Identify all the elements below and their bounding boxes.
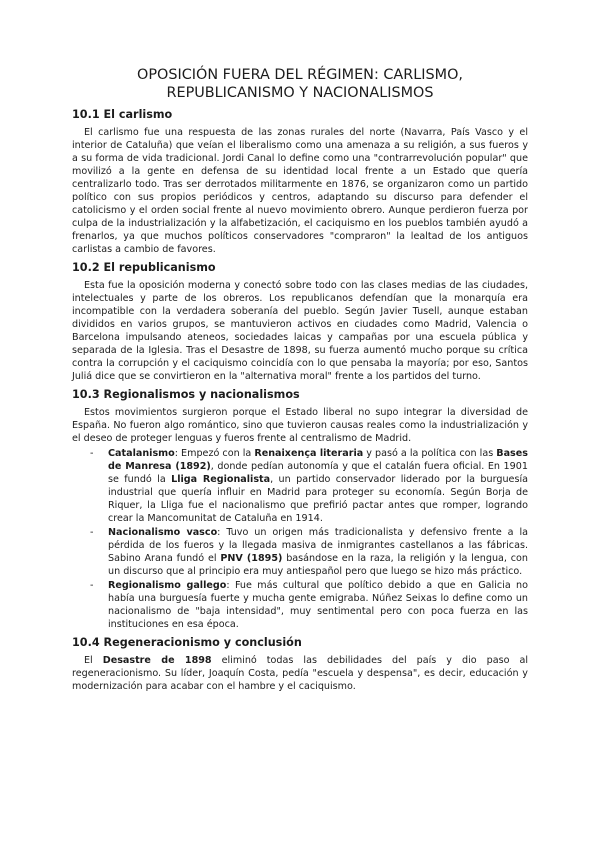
bullet-label: Regionalismo gallego — [108, 580, 227, 591]
bullet-text: : Empezó con la — [174, 448, 255, 459]
bullet-label: Catalanismo — [108, 448, 175, 459]
bullet-bold: Renaixença literaria — [254, 448, 364, 459]
section-heading: 10.2 El republicanismo — [72, 261, 216, 274]
bullet-label: Nacionalismo vasco — [108, 527, 218, 538]
section-paragraph: El carlismo fue una respuesta de las zonas rurales del norte (Navarra, País Vasco y el interior de Cataluña) que veían el liberalismo como una amenaza a su religión, a sus fueros y a su forma de vida tradicional. Jordi Canal lo define como una "contrarrevolución popular" que movilizó a la gente en defensa de su identidad local frente a un Estado que quería centralizarlo todo. Tras ser derrotados militarmente en 1876, se organizaron como un partido político con sus propios periódicos y centros, adaptando su discurso para defender el catolicismo y el orden social frente al nuevo movimiento obrero. Aunque perdieron fuerza por culpa de la industrialización y la alfabetización, el caciquismo en los pueblos también ayudó a frenarlos, ya que muchos políticos conservadores "compraron" la lealtad de los antiguos carlistas a cambio de favores. — [72, 127, 528, 255]
section-paragraph — [72, 654, 528, 693]
bullet-text: , un partido conservador liderado por la burguesía industrial que quería influir en Madrid para proteger su economía. Según Borja de Riquer, la Lliga fue el nacionalismo que prefirió pactar antes que romper, logrando crear la Mancomunitat de Cataluña en 1914. — [108, 474, 528, 524]
bullet-text: basándose en la raza, la religión y la lengua, con un discurso que al principio era muy antiespañol pero que luego se hizo más práctico. — [108, 553, 528, 577]
section-regeneracionismo — [72, 636, 528, 693]
bullet-text: , donde pedían autonomía y que el catalán fuera oficial. En 1901 se fundó la — [108, 461, 528, 485]
section-nacionalismos — [72, 388, 528, 631]
section-paragraph: Esta fue la oposición moderna y conectó sobre todo con las clases medias de las ciudades, intelectuales y parte de los obreros. Los republicanos defendían que la monarquía era incompatible con la verdadera soberanía del pueblo. Según Javier Tusell, aunque estaban divididos en varios grupos, se mantuvieron activos en ciudades como Madrid, Valencia o Barcelona impulsando ateneos, sociedades laicas y campañas por una escuela pública y separada de la Iglesia. Tras el Desastre de 1898, su fuerza aumentó mucho porque su crítica contra la corrupción y el caciquismo coincidía con lo que pensaba la mayoría; por eso, Santos Juliá dice que se convirtieron en la "alternativa moral" frente a los partidos del turno. — [72, 280, 528, 382]
document-title: OPOSICIÓN FUERA DEL RÉGIMEN: CARLISMO, REPUBLICANISMO Y NACIONALISMOS — [137, 67, 463, 101]
bullet-list — [72, 447, 528, 631]
bullet-item-catalanismo — [90, 447, 528, 525]
section-heading: 10.3 Regionalismos y nacionalismos — [72, 388, 300, 401]
section-heading: 10.4 Regeneracionismo y conclusión — [72, 636, 302, 649]
paragraph-bold: Desastre de 1898 — [102, 655, 212, 666]
section-carlismo — [72, 108, 528, 256]
paragraph-text: El — [84, 655, 103, 666]
section-heading: 10.1 El carlismo — [72, 108, 173, 121]
bullet-bold: Lliga Regionalista — [171, 474, 271, 485]
section-paragraph: Estos movimientos surgieron porque el Estado liberal no supo integrar la diversidad de España. No fueron algo romántico, sino que tuvieron causas reales como la industrialización y el deseo de proteger lenguas y fueros frente al centralismo de Madrid. — [72, 407, 528, 444]
bullet-bold: PNV (1895) — [220, 553, 283, 564]
bullet-dash: - — [90, 580, 94, 591]
bullet-item-nacionalismo-vasco — [90, 526, 528, 578]
bullet-text: : Fue más cultural que político debido a que en Galicia no había una burguesía fuerte y mucha gente emigraba. Núñez Seixas lo define como un nacionalismo de "baja intensidad", muy sentimental pero con poca fuerza en las instituciones en esa época. — [108, 580, 528, 630]
section-republicanismo — [72, 261, 528, 383]
bullet-text: y pasó a la política con las — [363, 448, 497, 459]
bullet-dash: - — [90, 448, 94, 459]
bullet-bold: Bases de Manresa (1892) — [108, 448, 528, 472]
bullet-dash: - — [90, 527, 94, 538]
bullet-item-regionalismo-gallego — [90, 579, 528, 631]
paragraph-text: eliminó todas las debilidades del país y dio paso al regeneracionismo. Su líder, Joaquín Costa, pedía "escuela y despensa", es decir, educación y modernización para acabar con el hambre y el caciquismo. — [72, 655, 528, 692]
bullet-text: : Tuvo un origen más tradicionalista y defensivo frente a la pérdida de los fueros y la llegada masiva de inmigrantes castellanos a las fábricas. Sabino Arana fundó el — [108, 527, 528, 564]
